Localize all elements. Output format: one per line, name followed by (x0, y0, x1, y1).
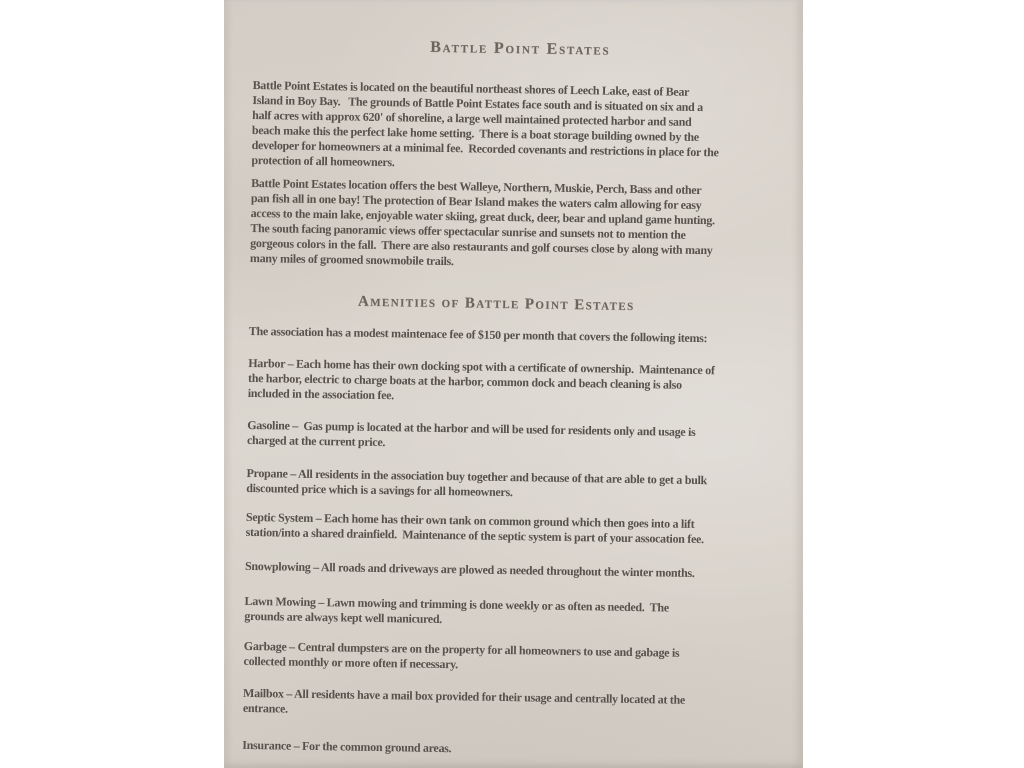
amenity-gasoline: Gasoline – Gas pump is located at the harbor and will be used for residents only and usage is charged at the current price. (246, 417, 696, 450)
document-content (242, 0, 803, 768)
amenity-septic-system: Septic System – Each home has their own tank on common ground which then goes into a lift station/into a shared drainfield. Maintenance of the septic system is part of your assocation fee. (245, 509, 704, 547)
amenity-insurance: Insurance – For the common ground areas. (242, 737, 452, 756)
paper-document (224, 0, 803, 768)
amenity-mailbox: Mailbox – All residents have a mail box provided for their usage and centrally located at the entrance. (242, 685, 686, 716)
document-title: Battle Point Estates (430, 38, 611, 59)
amenity-propane: Propane – All residents in the association buy together and because of that are able to get a bulk discounted price which is a savings for all homeowners. (246, 465, 708, 500)
intro-paragraph-fishing: Battle Point Estates location offers the best Walleye, Northern, Muskie, Perch, Bass and other pan fish all in one bay! The protection of Bear Island makes the waters calm allowing for easy access to the main lake, enjoyable water skiing, great duck, deer, bear and upland game hunting. The south facing panoramic views offer spectacular sunrise and sunsets not to mention the gorgeous colors in the fall. There are also restaurants and golf courses close by along with many many miles of groomed snowmobile trails. (249, 175, 715, 269)
amenity-snowplowing: Snowplowing – All roads and driveways are plowed as needed throughout the winter months. (244, 558, 695, 580)
amenity-lawn-mowing: Lawn Mowing – Lawn mowing and trimming is done weekly or as often as needed. The grounds are always kept well manicured. (244, 593, 669, 627)
fee-intro-line: The association has a modest maintenace fee of $150 per month that covers the following items: (248, 323, 708, 346)
amenity-harbor: Harbor – Each home has their own docking spot with a certificate of ownership. Maintenance of the harbor, electric to charge boats at the harbor, common dock and beach cleaning is also included in the association fee. (247, 355, 715, 403)
amenities-heading: Amenities of Battle Point Estates (357, 293, 635, 315)
amenity-garbage: Garbage – Central dumpsters are on the property for all homeowners to use and gabage is collected monthly or more often if necessary. (243, 638, 680, 672)
intro-paragraph-location: Battle Point Estates is located on the beautiful northeast shores of Leech Lake, east of Bear Island in Boy Bay. The grounds of Battle Point Estates face south and is situated on six and a half acres with approx 620' of shoreline, a large well maintained protected harbor and sand beach make this the perfect lake home setting. There is a boat storage building owned by the developer for homeowners at a minimal fee. Recorded covenants and restrictions in place for the protection of all homeowners. (251, 77, 719, 170)
